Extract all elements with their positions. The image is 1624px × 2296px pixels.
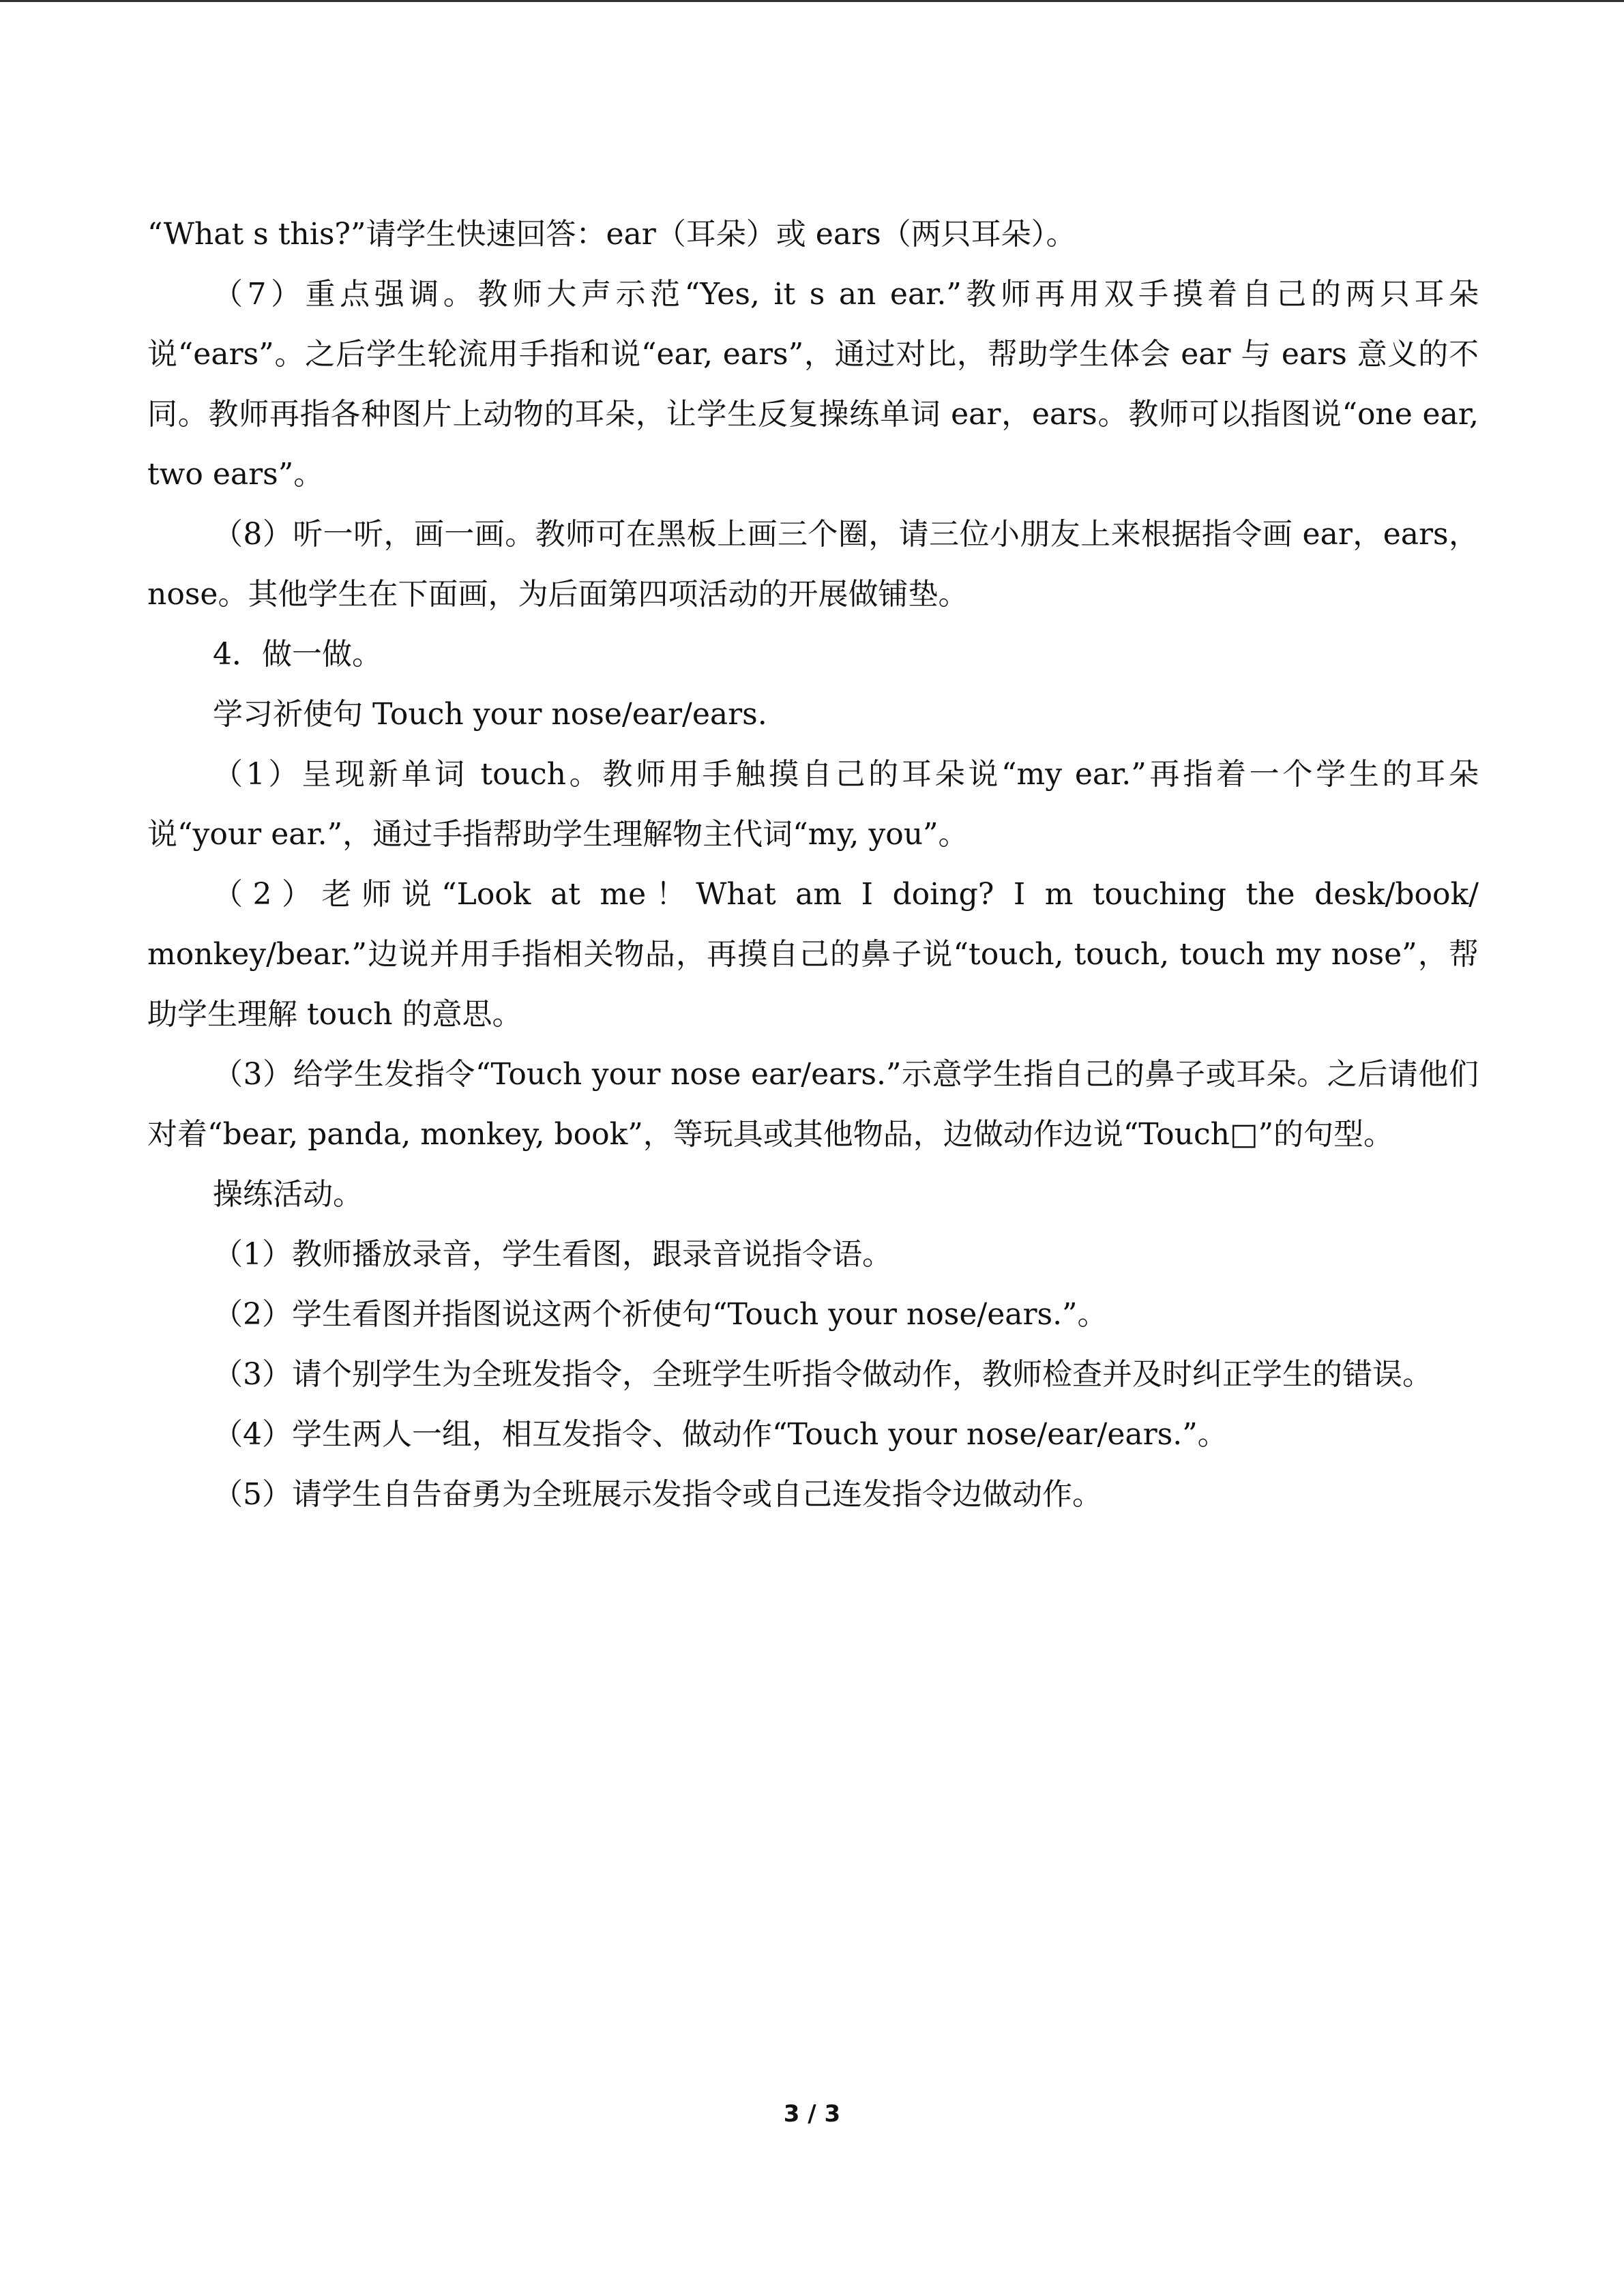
- paragraph-practice-5: （5）请学生自告奋勇为全班展示发指令或自己连发指令边做动作。: [213, 1477, 1102, 1512]
- paragraph-practice-1: （1）教师播放录音，学生看图，跟录音说指令语。: [213, 1237, 892, 1272]
- paragraph-touch-step-3: （3）给学生发指令“Touch your nose ear/ears.”示意学生指自己的鼻子或耳朵。之后请他们对着“bear, panda, monkey, book”，等玩具或其他物品，边做动作边说“Touch□”的句型。: [147, 1057, 1479, 1152]
- paragraph-imperative-intro: 学习祈使句 Touch your nose/ear/ears.: [213, 697, 767, 732]
- paragraph-touch-step-2: （2）老师说“Look at me！What am I doing? I m touching the desk/book/ monkey/bear.”边说并用手指相关物品，再摸自己的鼻子说“touch, touch, touch my nose”，帮助学生理解 touch 的意思。: [147, 877, 1479, 1032]
- section-heading-do: 4．做一做。: [213, 637, 382, 672]
- section-heading-practice: 操练活动。: [213, 1177, 363, 1212]
- page-top-border: [0, 0, 1624, 2]
- page-number: 3 / 3: [783, 2100, 841, 2128]
- paragraph-step-7: （7）重点强调。教师大声示范“Yes, it s an ear.”教师再用双手摸着自己的两只耳朵说“ears”。之后学生轮流用手指和说“ear, ears”，通过对比，帮助学生体会 ear 与 ears 意义的不同。教师再指各种图片上动物的耳朵，让学生反复操练单词 ear，ears。教师可以指图说“one ear, two ears”。: [147, 277, 1479, 492]
- paragraph-touch-step-1: （1）呈现新单词 touch。教师用手触摸自己的耳朵说“my ear.”再指着一个学生的耳朵说“your ear.”，通过手指帮助学生理解物主代词“my, you”。: [147, 757, 1479, 852]
- paragraph-practice-4: （4）学生两人一组，相互发指令、做动作“Touch your nose/ear/ears.”。: [213, 1417, 1228, 1452]
- paragraph-practice-2: （2）学生看图并指图说这两个祈使句“Touch your nose/ears.”。: [213, 1297, 1108, 1332]
- paragraph-practice-3: （3）请个别学生为全班发指令，全班学生听指令做动作，教师检查并及时纠正学生的错误。: [213, 1357, 1432, 1392]
- paragraph-step-8: （8）听一听，画一画。教师可在黑板上画三个圈，请三位小朋友上来根据指令画 ear，ears，nose。其他学生在下面画，为后面第四项活动的开展做铺垫。: [147, 517, 1479, 612]
- paragraph-question-answer: “What s this?”请学生快速回答：ear（耳朵）或 ears（两只耳朵）。: [147, 217, 1076, 252]
- document-body: [147, 205, 1479, 1525]
